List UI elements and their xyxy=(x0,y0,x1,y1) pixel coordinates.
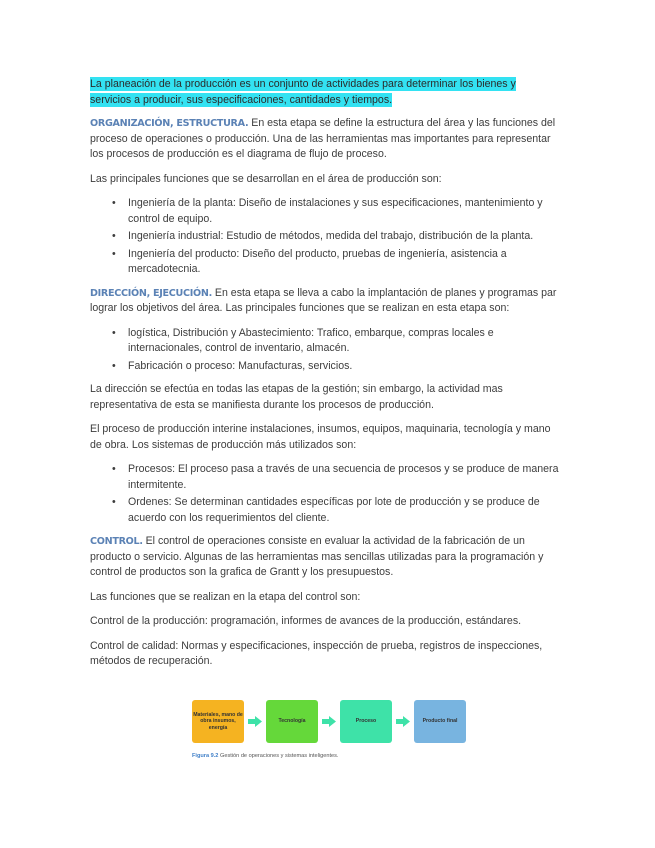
control-funciones-intro: Las funciones que se realizan en la etapa del control son: xyxy=(90,590,361,603)
flow-box-inputs: Materiales, mano de obra insumos, energía xyxy=(192,700,244,743)
proceso-paragraph: El proceso de producción interine instalaciones, insumos, equipos, maquinaria, tecnología y mano de obra. Los sistemas de producción más utilizados son: xyxy=(90,423,551,451)
list-item: • logística, Distribución y Abastecimiento: Trafico, embarque, compras locales e internacionales, control de inventario, almacén. xyxy=(112,326,494,354)
list-item: • Ordenes: Se determinan cantidades específicas por lote de producción y se produce de acuerdo con los requerimientos del cliente. xyxy=(112,496,540,524)
bullet-icon: • xyxy=(112,230,116,242)
highlighted-intro-line-1: La planeación de la producción es un conjunto de actividades para determinar los bienes y xyxy=(90,78,516,90)
document-page xyxy=(90,76,560,679)
arrow-right-icon xyxy=(322,716,336,727)
figure-caption-text: Gestión de operaciones y sistemas inteligentes. xyxy=(218,753,339,759)
sistemas-list xyxy=(90,462,560,526)
direccion-summary: La dirección se efectúa en todas las etapas de la gestión; sin embargo, la actividad mas representativa de esta se manifiesta durante los procesos de producción. xyxy=(90,383,503,411)
bullet-icon: • xyxy=(112,359,116,372)
list-item: • Ingeniería del producto: Diseño del producto, pruebas de ingeniería, asistencia a mercadotecnia. xyxy=(112,247,507,275)
organizacion-heading: ORGANIZACIÓN, ESTRUCTURA. xyxy=(90,118,249,129)
organizacion-paragraph xyxy=(90,116,560,163)
organizacion-text: En esta etapa se define la estructura del área y las funciones del proceso de operaciones o producción. Una de las herramientas mas importantes para representar los procesos de producción es el diagrama de flujo de proceso. xyxy=(90,117,556,160)
control-text: El control de operaciones consiste en evaluar la actividad de la fabricación de un producto o servicio. Algunas de las herramientas mas sencillas utilizadas para la programación y control de productos son la grafica de Grantt y los presupuestos. xyxy=(90,535,544,578)
direccion-paragraph xyxy=(90,286,560,317)
intro-paragraph xyxy=(90,76,560,108)
arrow-right-icon xyxy=(396,716,410,727)
direccion-list xyxy=(90,326,560,375)
list-item: • Fabricación o proceso: Manufacturas, servicios. xyxy=(112,359,560,375)
funciones-intro: Las principales funciones que se desarrollan en el área de producción son: xyxy=(90,172,442,185)
bullet-icon: • xyxy=(112,496,116,508)
control-produccion: Control de la producción: programación, informes de avances de la producción, estándares. xyxy=(90,615,522,627)
control-heading: CONTROL. xyxy=(90,536,143,547)
direccion-heading: DIRECCIÓN, EJECUCIÓN. xyxy=(90,287,212,299)
figure-caption xyxy=(192,753,338,759)
bullet-icon: • xyxy=(112,247,116,260)
funciones-list xyxy=(90,196,560,278)
bullet-icon: • xyxy=(112,326,116,339)
flow-box-final-product: Producto final xyxy=(414,700,466,743)
arrow-right-icon xyxy=(248,716,262,727)
process-flow-diagram xyxy=(192,700,467,744)
direccion-text: En esta etapa se lleva a cabo la implantación de planes y programas par lograr los objetivos del área. Las principales funciones que se realizan en esta etapa son: xyxy=(90,286,557,314)
flow-box-technology: Tecnología xyxy=(266,700,318,743)
bullet-icon: • xyxy=(112,197,116,209)
list-item: • Procesos: El proceso pasa a través de una secuencia de procesos y se produce de manera intermitente. xyxy=(112,463,559,491)
control-paragraph xyxy=(90,534,560,581)
list-item: • Ingeniería industrial: Estudio de métodos, medida del trabajo, distribución de la planta. xyxy=(112,229,560,245)
figure-number: Figura 9.2 xyxy=(192,753,219,759)
bullet-icon: • xyxy=(112,463,116,475)
control-calidad: Control de calidad: Normas y especificaciones, inspección de prueba, registros de inspecciones, métodos de recuperación. xyxy=(90,639,543,667)
list-item: • Ingeniería de la planta: Diseño de instalaciones y sus especificaciones, mantenimiento y control de equipo. xyxy=(112,197,543,225)
highlighted-intro-line-2: servicios a producir, sus especificaciones, cantidades y tiempos. xyxy=(90,94,393,106)
flow-box-process: Proceso xyxy=(340,700,392,743)
